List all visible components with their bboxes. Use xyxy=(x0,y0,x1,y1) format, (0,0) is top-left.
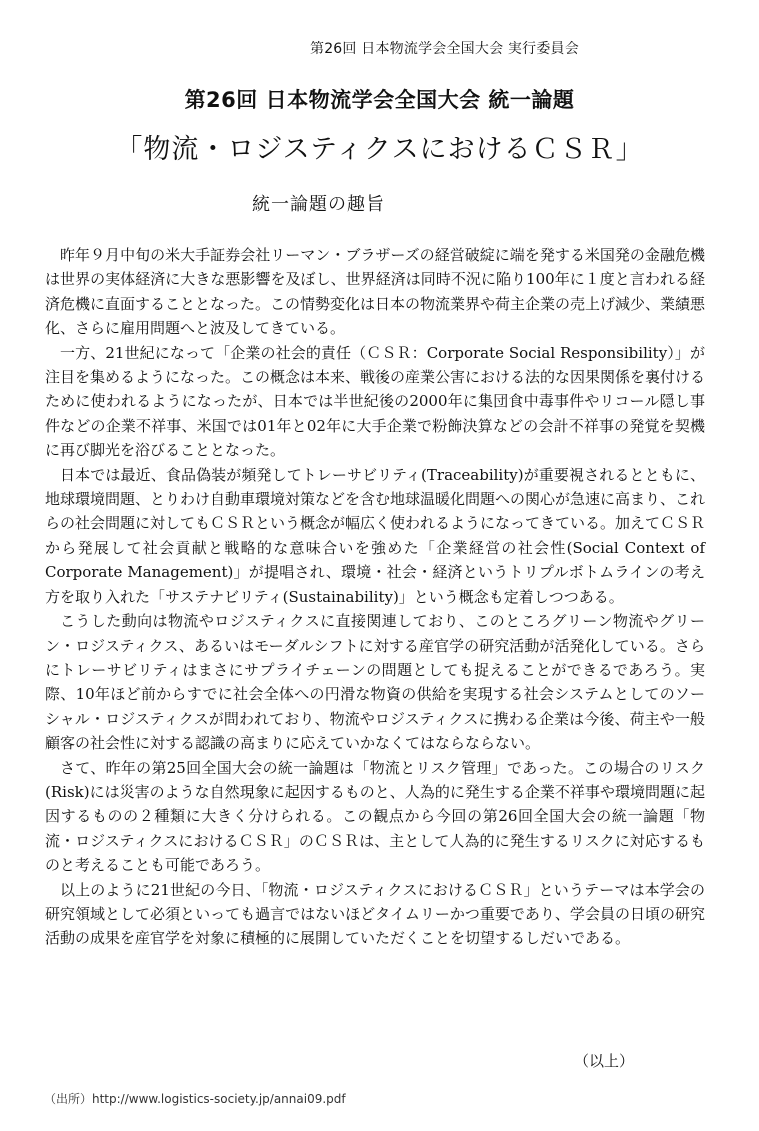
page-title: 第26回 日本物流学会全国大会 統一論題 xyxy=(184,88,575,112)
body-text xyxy=(45,243,705,951)
paragraph-2: 一方、21世紀になって「企業の社会的責任（ＣＳＲ：Corporate Social Responsibility）」が注目を集めるようになった。この概念は本来、戦後の産業公害における法的な因果関係を裏付けるために使われるようになったが、日本では半世紀後の2000年に集団食中毒事件やリコール隠し事件などの企業不祥事、米国では01年と02年に大手企業で粉飾決算などの会計不祥事の発覚を契機に再び脚光を浴びることとなった。 xyxy=(45,343,706,460)
paragraph-6: 以上のように21世紀の今日、「物流・ロジスティクスにおけるＣＳＲ」というテーマは本学会の研究領域として必須といっても過言ではないほどタイムリーかつ重要であり、学会員の日頃の研究活動の成果を産官学を対象に積極的に展開していただくことを切望するしだいである。 xyxy=(45,880,705,948)
paragraph-4: こうした動向は物流やロジスティクスに直接関連しており、このところグリーン物流やグリーン・ロジスティクス、あるいはモーダルシフトに対する産官学の研究活動が活発化している。さらにトレーサビリティはまさにサプライチェーンの問題としても捉えることができるであろう。実際、10年ほど前からすでに社会全体への円滑な物資の供給を実現する社会システムとしてのソーシャル・ロジスティクスが問われており、物流やロジスティクスに携わる企業は今後、荷主や一般顧客の社会性に対する認識の高まりに応えていかなくてはならならない。 xyxy=(45,612,705,753)
theme-title: 「物流・ロジスティクスにおけるＣＳＲ」 xyxy=(115,134,644,165)
paragraph-1: 昨年９月中旬の米大手証券会社リーマン・ブラザーズの経営破綻に端を発する米国発の金融危機は世界の実体経済に大きな悪影響を及ぼし、世界経済は同時不況に陥り100年に１度と言われる経済危機に直面することとなった。この情勢変化は日本の物流業界や荷主企業の売上げ減少、業績悪化、さらに雇用問題へと波及してきている。 xyxy=(45,246,706,338)
paragraph-3: 日本では最近、食品偽装が頻発してトレーサビリティ(Traceability)が重要視されるとともに、地球環境問題、とりわけ自動車環境対策などを含む地球温暖化問題への関心が急速に高まり、これらの社会問題に対してもＣＳＲという概念が幅広く使われるようになってきている。加えてＣＳＲから発展して社会貢献と戦略的な意味合いを強めた「企業経営の社会性(Social Context of Corporate Management)」が提唱され、環境・社会・経済というトリプルボトムラインの考え方を取り入れた「サステナビリティ(Sustainability)」という概念も定着しつつある。 xyxy=(45,465,706,606)
section-heading: 統一論題の趣旨 xyxy=(252,194,385,215)
closing-mark: （以上） xyxy=(574,1052,635,1070)
paragraph-5: さて、昨年の第25回全国大会の統一論題は「物流とリスク管理」であった。この場合のリスク(Risk)には災害のような自然現象に起因するものと、人為的に発生する企業不祥事や環境問題に起因するものの２種類に大きく分けられる。この観点から今回の第26回全国大会の統一論題「物流・ロジスティクスにおけるＣＳＲ」のＣＳＲは、主として人為的に発生するリスクに対応するものと考えることも可能であろう。 xyxy=(45,758,705,875)
source-note: （出所）http://www.logistics-society.jp/annai09.pdf xyxy=(44,1092,346,1106)
organizer-line: 第26回 日本物流学会全国大会 実行委員会 xyxy=(310,41,579,57)
